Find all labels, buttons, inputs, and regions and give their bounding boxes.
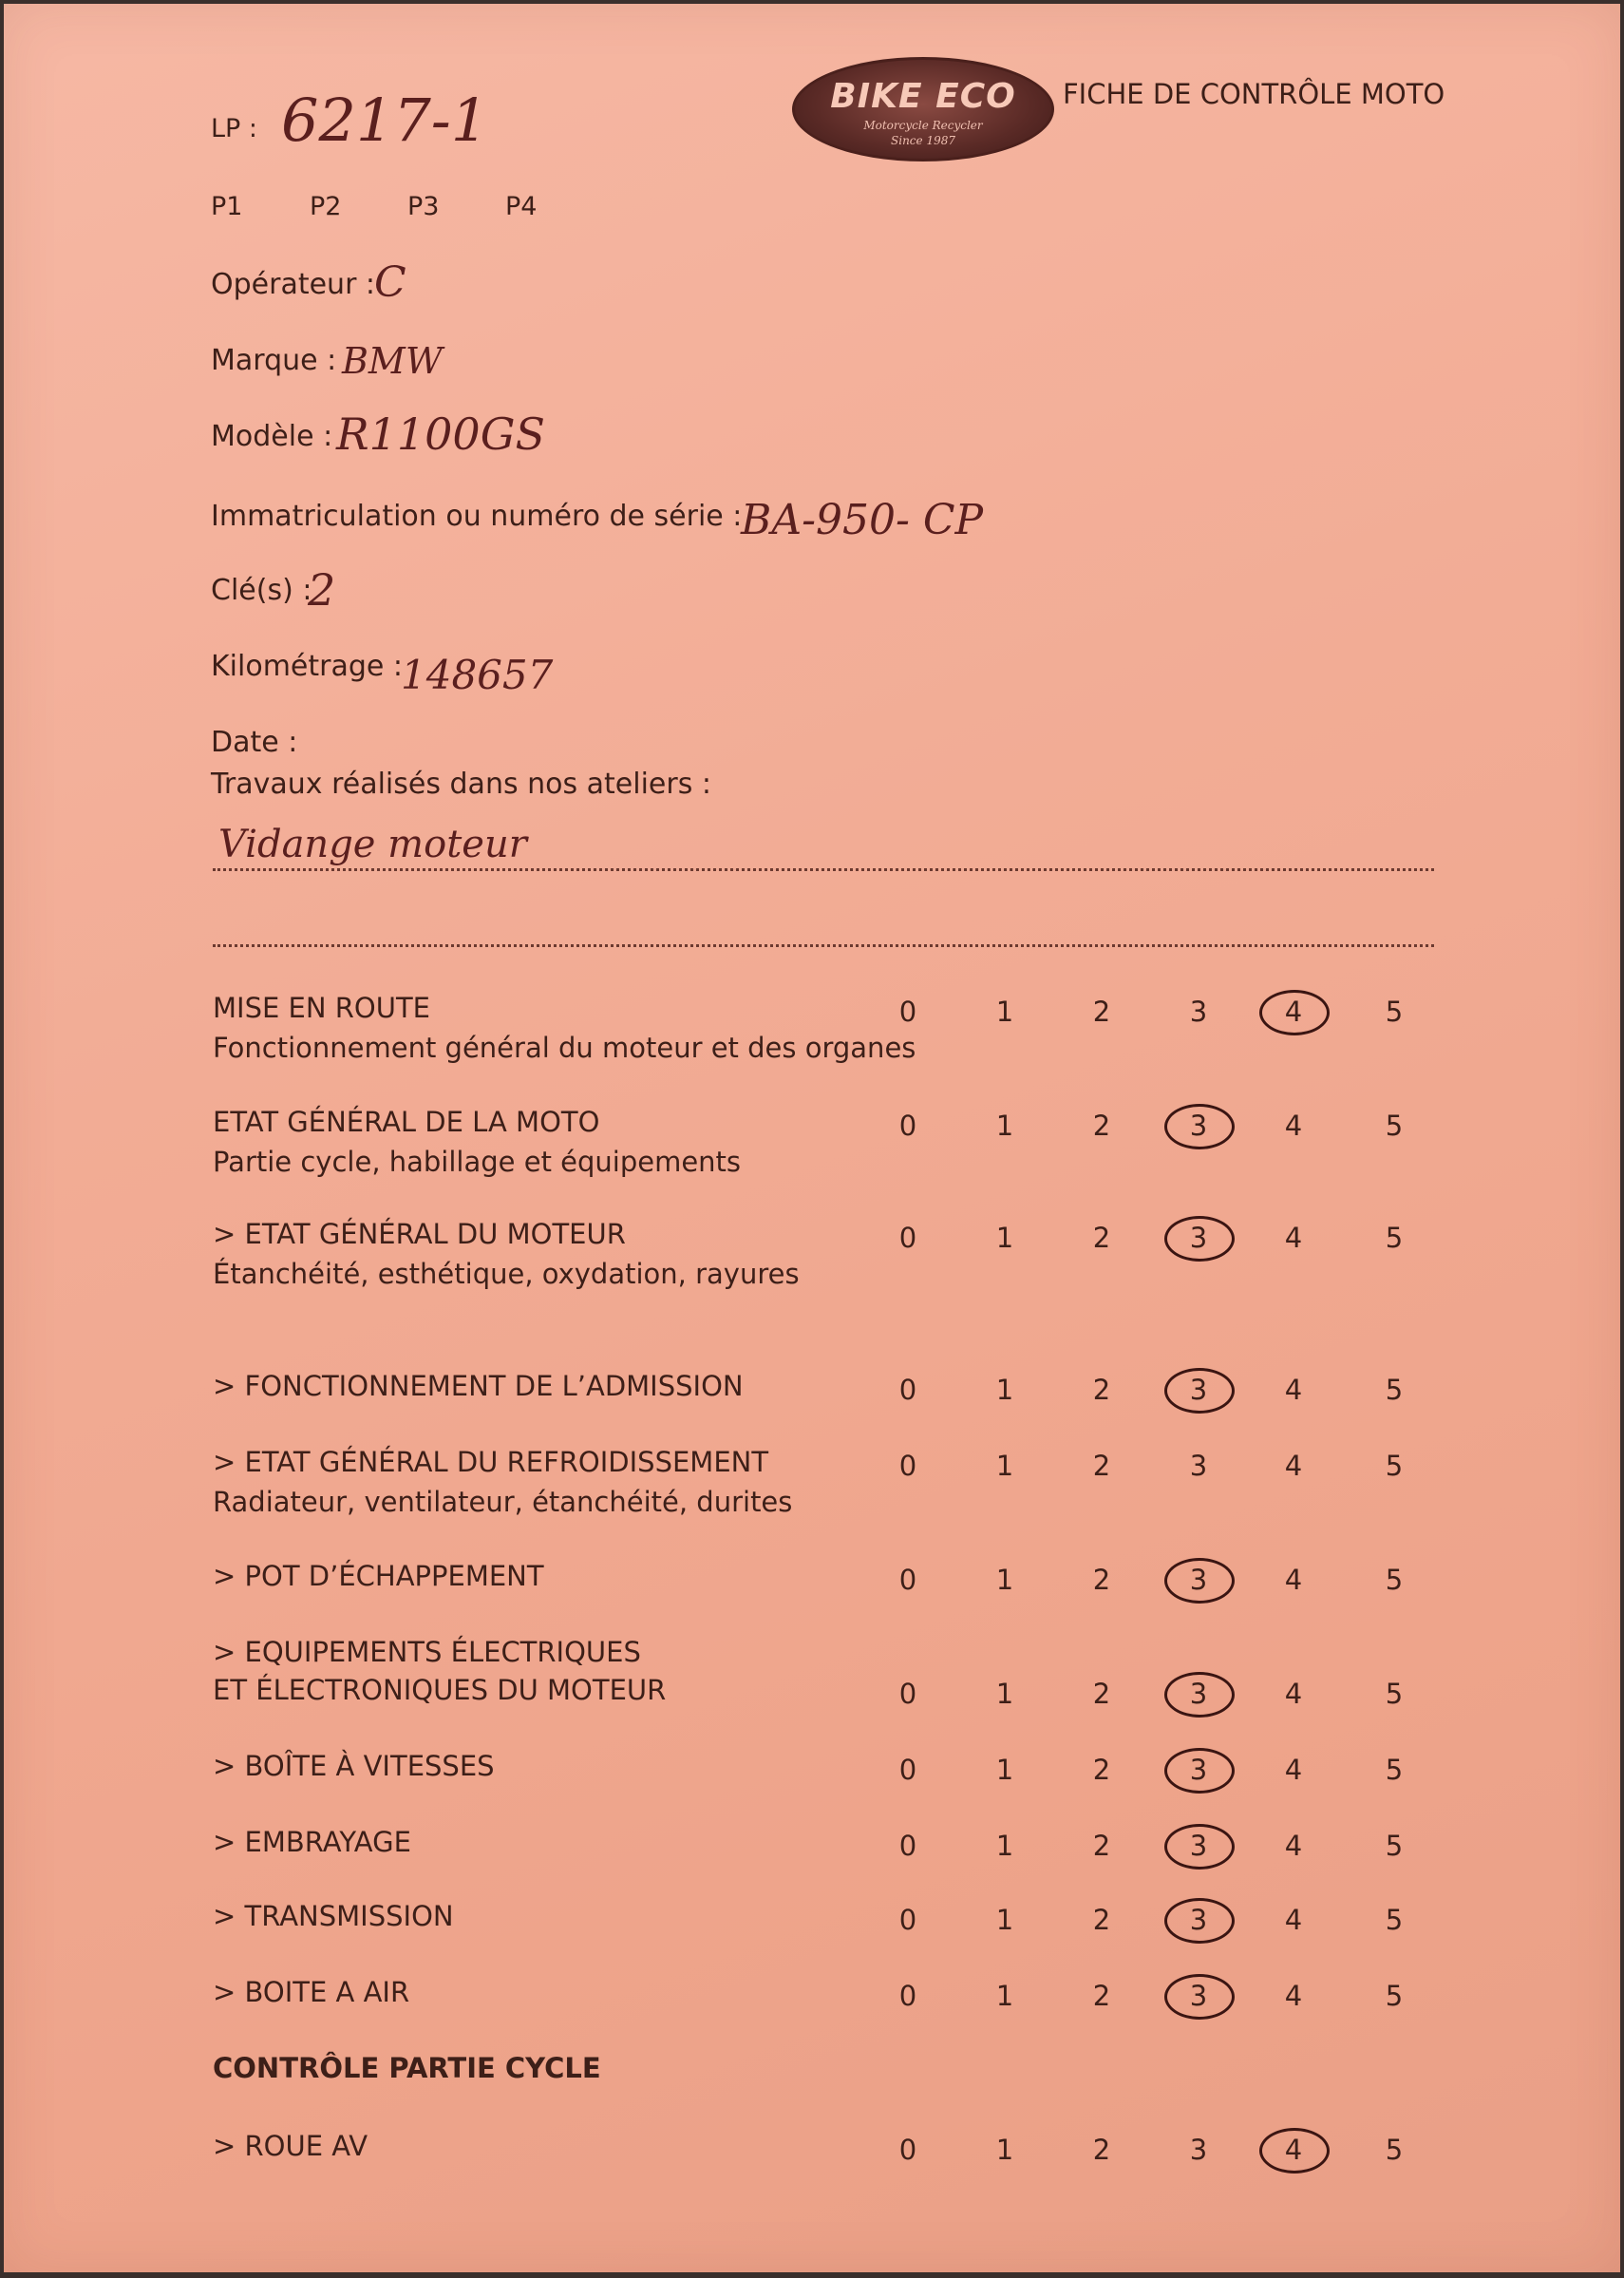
score-circle-front-wheel (1259, 2128, 1330, 2174)
score-airbox-2: 2 (1092, 1980, 1111, 2012)
score-start-2: 2 (1092, 996, 1111, 1028)
score-start-0: 0 (898, 996, 917, 1028)
model-label: Modèle : (211, 420, 333, 453)
score-intake-5: 5 (1385, 1374, 1404, 1406)
works-dotted-line-1 (213, 868, 1434, 871)
score-clutch-4: 4 (1284, 1830, 1303, 1862)
score-gearbox-5: 5 (1385, 1754, 1404, 1786)
lp-value: 6217-1 (281, 85, 489, 155)
bike-eco-logo: BIKE ECO Motorcycle Recycler Since 1987 (792, 57, 1054, 161)
brand-label: Marque : (211, 344, 337, 377)
score-airbox-3: 3 (1189, 1980, 1208, 2012)
check-title-start: MISE EN ROUTE (213, 992, 430, 1024)
score-intake-2: 2 (1092, 1374, 1111, 1406)
score-cooling-3: 3 (1189, 1450, 1208, 1482)
score-circle-airbox (1164, 1974, 1235, 2020)
score-airbox-4: 4 (1284, 1980, 1303, 2012)
mileage-value: 148657 (401, 652, 554, 698)
score-airbox-1: 1 (995, 1980, 1014, 2012)
score-intake-0: 0 (898, 1374, 917, 1406)
photo-tag-p3: P3 (407, 192, 440, 221)
model-value: R1100GS (336, 408, 545, 460)
check-title-front-wheel: > ROUE AV (213, 2130, 368, 2162)
photo-tag-p2: P2 (310, 192, 342, 221)
score-engine-general-2: 2 (1092, 1222, 1111, 1254)
score-electrics-3: 3 (1189, 1678, 1208, 1710)
brand-value: BMW (342, 340, 443, 382)
score-exhaust-0: 0 (898, 1564, 917, 1596)
check-subtitle-engine-general: Étanchéité, esthétique, oxydation, rayures (213, 1258, 800, 1290)
score-intake-4: 4 (1284, 1374, 1303, 1406)
score-electrics-2: 2 (1092, 1678, 1111, 1710)
score-cooling-2: 2 (1092, 1450, 1111, 1482)
check-subtitle-start: Fonctionnement général du moteur et des organes (213, 1032, 916, 1064)
score-transmission-0: 0 (898, 1904, 917, 1936)
lp-label: LP : (211, 114, 258, 143)
score-start-3: 3 (1189, 996, 1208, 1028)
score-intake-1: 1 (995, 1374, 1014, 1406)
score-front-wheel-4: 4 (1284, 2134, 1303, 2166)
score-cooling-1: 1 (995, 1450, 1014, 1482)
photo-tag-p1: P1 (211, 192, 243, 221)
score-exhaust-3: 3 (1189, 1564, 1208, 1596)
keys-label: Clé(s) : (211, 574, 312, 607)
registration-label: Immatriculation ou numéro de série : (211, 500, 743, 533)
score-bike-general-1: 1 (995, 1110, 1014, 1142)
works-label: Travaux réalisés dans nos ateliers : (211, 768, 711, 801)
score-clutch-5: 5 (1385, 1830, 1404, 1862)
mileage-label: Kilométrage : (211, 650, 404, 683)
section-title-cycle: CONTRÔLE PARTIE CYCLE (213, 2052, 601, 2084)
score-gearbox-4: 4 (1284, 1754, 1303, 1786)
score-front-wheel-1: 1 (995, 2134, 1014, 2166)
score-electrics-1: 1 (995, 1678, 1014, 1710)
check-title-intake: > FONCTIONNEMENT DE L’ADMISSION (213, 1370, 744, 1402)
score-airbox-0: 0 (898, 1980, 917, 2012)
score-exhaust-2: 2 (1092, 1564, 1111, 1596)
score-electrics-4: 4 (1284, 1678, 1303, 1710)
score-bike-general-3: 3 (1189, 1110, 1208, 1142)
works-line-1: Vidange moteur (218, 823, 527, 866)
score-engine-general-0: 0 (898, 1222, 917, 1254)
check-title-engine-general: > ETAT GÉNÉRAL DU MOTEUR (213, 1218, 626, 1250)
score-start-1: 1 (995, 996, 1014, 1028)
score-circle-transmission (1164, 1898, 1235, 1944)
score-transmission-4: 4 (1284, 1904, 1303, 1936)
score-gearbox-1: 1 (995, 1754, 1014, 1786)
score-circle-gearbox (1164, 1748, 1235, 1794)
score-bike-general-4: 4 (1284, 1110, 1303, 1142)
keys-value: 2 (308, 564, 336, 616)
score-transmission-2: 2 (1092, 1904, 1111, 1936)
score-engine-general-3: 3 (1189, 1222, 1208, 1254)
check-title-clutch: > EMBRAYAGE (213, 1826, 411, 1858)
check-subtitle-electrics: ET ÉLECTRONIQUES DU MOTEUR (213, 1674, 667, 1706)
score-engine-general-5: 5 (1385, 1222, 1404, 1254)
check-title-cooling: > ETAT GÉNÉRAL DU REFROIDISSEMENT (213, 1446, 769, 1478)
score-circle-electrics (1164, 1672, 1235, 1718)
score-bike-general-0: 0 (898, 1110, 917, 1142)
check-title-exhaust: > POT D’ÉCHAPPEMENT (213, 1560, 544, 1592)
score-engine-general-1: 1 (995, 1222, 1014, 1254)
check-title-electrics: > EQUIPEMENTS ÉLECTRIQUES (213, 1636, 641, 1668)
score-clutch-3: 3 (1189, 1830, 1208, 1862)
score-airbox-5: 5 (1385, 1980, 1404, 2012)
score-exhaust-5: 5 (1385, 1564, 1404, 1596)
score-circle-intake (1164, 1368, 1235, 1414)
score-transmission-3: 3 (1189, 1904, 1208, 1936)
score-start-5: 5 (1385, 996, 1404, 1028)
check-subtitle-bike-general: Partie cycle, habillage et équipements (213, 1146, 742, 1178)
score-circle-engine-general (1164, 1216, 1235, 1262)
score-clutch-1: 1 (995, 1830, 1014, 1862)
score-circle-exhaust (1164, 1558, 1235, 1604)
check-title-bike-general: ETAT GÉNÉRAL DE LA MOTO (213, 1106, 600, 1138)
score-engine-general-4: 4 (1284, 1222, 1303, 1254)
score-clutch-2: 2 (1092, 1830, 1111, 1862)
score-clutch-0: 0 (898, 1830, 917, 1862)
operator-value: C (374, 258, 406, 307)
score-electrics-5: 5 (1385, 1678, 1404, 1710)
inspection-sheet (4, 4, 1620, 2272)
check-title-airbox: > BOITE A AIR (213, 1976, 410, 2008)
score-gearbox-3: 3 (1189, 1754, 1208, 1786)
operator-label: Opérateur : (211, 268, 376, 301)
check-subtitle-cooling: Radiateur, ventilateur, étanchéité, durites (213, 1486, 793, 1518)
score-front-wheel-3: 3 (1189, 2134, 1208, 2166)
score-circle-bike-general (1164, 1104, 1235, 1149)
works-dotted-line-2 (213, 944, 1434, 947)
score-intake-3: 3 (1189, 1374, 1208, 1406)
score-bike-general-5: 5 (1385, 1110, 1404, 1142)
score-circle-clutch (1164, 1824, 1235, 1870)
score-bike-general-2: 2 (1092, 1110, 1111, 1142)
score-start-4: 4 (1284, 996, 1303, 1028)
score-front-wheel-5: 5 (1385, 2134, 1404, 2166)
score-transmission-5: 5 (1385, 1904, 1404, 1936)
score-cooling-0: 0 (898, 1450, 917, 1482)
score-circle-start (1259, 990, 1330, 1035)
score-exhaust-4: 4 (1284, 1564, 1303, 1596)
check-title-transmission: > TRANSMISSION (213, 1900, 454, 1932)
check-title-gearbox: > BOÎTE À VITESSES (213, 1750, 495, 1782)
score-electrics-0: 0 (898, 1678, 917, 1710)
score-front-wheel-2: 2 (1092, 2134, 1111, 2166)
score-cooling-4: 4 (1284, 1450, 1303, 1482)
score-exhaust-1: 1 (995, 1564, 1014, 1596)
photo-tag-p4: P4 (505, 192, 538, 221)
date-label: Date : (211, 726, 298, 759)
score-gearbox-0: 0 (898, 1754, 917, 1786)
score-front-wheel-0: 0 (898, 2134, 917, 2166)
sheet-title: FICHE DE CONTRÔLE MOTO (1063, 78, 1445, 110)
registration-value: BA-950- CP (741, 496, 984, 544)
score-gearbox-2: 2 (1092, 1754, 1111, 1786)
score-transmission-1: 1 (995, 1904, 1014, 1936)
score-cooling-5: 5 (1385, 1450, 1404, 1482)
